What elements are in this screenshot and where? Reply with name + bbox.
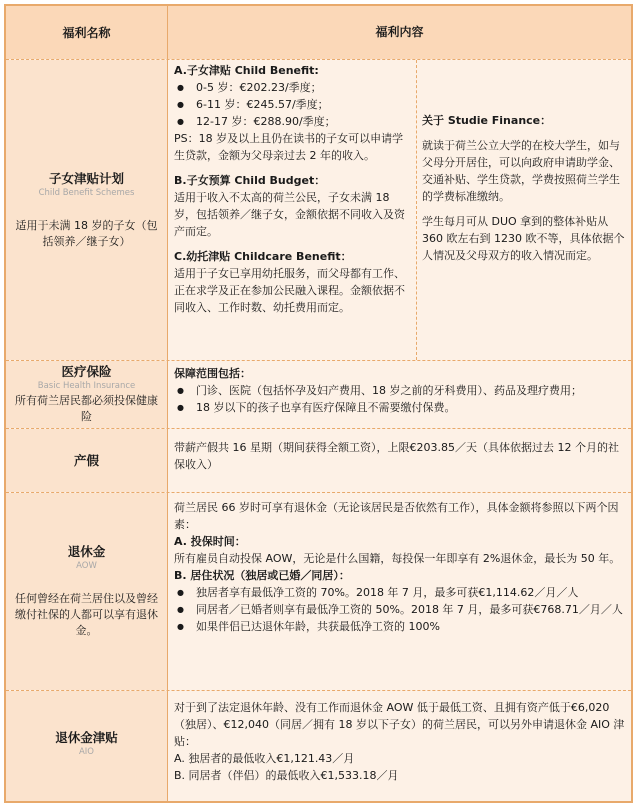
column-divider <box>416 60 417 360</box>
studie-finance-text-1: 就读于荷兰公立大学的在校大学生，如与父母分开居住，可以向政府申请助学金、交通补贴、学生贷款，学费按照荷兰学生的学费标准缴纳。 <box>422 139 620 203</box>
header-benefit-name: 福利名称 <box>6 6 168 59</box>
child-b-text: 适用于收入不太高的荷兰公民，子女未满 18 岁，包括领养／继子女，金额依据不同收入及资产而定。 <box>174 191 405 238</box>
medical-title: 医疗保险 <box>61 364 112 379</box>
aio-b: B. 同居者（伴侣）的最低收入€1,533.18／月 <box>174 769 399 782</box>
pension-a-title: A. 投保时间： <box>174 535 246 548</box>
child-a-item: ● 0-5 岁：€202.23/季度； <box>174 79 412 96</box>
pension-en: AOW <box>76 561 97 571</box>
medical-item: ● 门诊、医院（包括怀孕及妇产费用、18 岁之前的牙科费用）、药品及理疗费用； <box>174 382 625 399</box>
child-b-title: B.子女预算 Child Budget： <box>174 174 326 187</box>
header-benefit-content: 福利内容 <box>168 6 631 59</box>
child-en: Child Benefit Schemes <box>38 187 135 198</box>
medical-item: ● 18 岁以下的孩子也享有医疗保障且不需要缴付保费。 <box>174 399 625 416</box>
child-a-title: A.子女津贴 Child Benefit: <box>174 64 319 77</box>
child-c-title: C.幼托津贴 Childcare Benefit： <box>174 250 352 263</box>
child-c-text: 适用于子女已享用幼托服务，而父母都有工作、正在求学及正在参加公民融入课程。金额依据不同收入、工作时数、幼托费用而定。 <box>174 267 405 314</box>
table-header <box>6 6 631 59</box>
pension-item: ● 独居者享有最低净工资的 70%。2018 年 7 月，最多可获€1,114.62／月／人 <box>174 584 625 601</box>
medical-scope-title: 保障范围包括： <box>174 367 251 380</box>
pension-item: ● 如果伴侣已达退休年龄，共获最低净工资的 100% <box>174 618 625 635</box>
aio-text: 对于到了法定退休年龄、没有工作而退休金 AOW 低于最低工资、且拥有资产低于€6,020（独居）、€12,040（同居／拥有 18 岁以下子女）的荷兰居民，可以另外申请退休金 AIO 津贴： <box>174 701 625 748</box>
benefits-table <box>4 4 633 803</box>
maternity-text: 带薪产假共 16 星期（期间获得全额工资），上限€203.85／天（具体依据过去 12 个月的社保收入） <box>174 441 619 471</box>
studie-finance-title: 关于 Studie Finance： <box>422 114 552 127</box>
pension-title: 退休金 <box>67 544 106 559</box>
pension-intro: 荷兰居民 66 岁时可享有退休金（无论该居民是否依然有工作），具体金额将参照以下两个因素： <box>174 501 619 531</box>
child-a-item: ● 6-11 岁：€245.57/季度； <box>174 96 412 113</box>
studie-finance-text-2: 学生每月可从 DUO 拿到的整体补贴从 360 欧左右到 1230 欧不等，具体依据个人情况及父母双方的收入情况而定。 <box>422 215 625 262</box>
pension-b-title: B. 居住状况（独居或已婚／同居）： <box>174 569 350 582</box>
aio-a: A. 独居者的最低收入€1,121.43／月 <box>174 752 355 765</box>
row-maternity <box>6 428 631 492</box>
row-medical <box>6 360 631 428</box>
row-aio <box>6 690 631 801</box>
row-child-benefit <box>6 59 631 360</box>
medical-desc: 所有荷兰居民都必须投保健康险 <box>15 394 158 423</box>
aio-en: AIO <box>78 746 94 757</box>
pension-a-text: 所有雇员自动投保 AOW，无论是什么国籍，每投保一年即享有 2%退休金，最长为 50 年。 <box>174 552 621 565</box>
row-pension <box>6 492 631 690</box>
child-desc: 适用于未满 18 岁的子女（包括领养／继子女） <box>15 218 158 248</box>
pension-desc: 任何曾经在荷兰居住以及曾经缴付社保的人都可以享有退休金。 <box>15 592 158 637</box>
aio-title: 退休金津贴 <box>55 729 118 745</box>
pension-item: ● 同居者／已婚者则享有最低净工资的 50%。2018 年 7 月，最多可获€768.71／月／人 <box>174 601 625 618</box>
maternity-title: 产假 <box>73 452 99 468</box>
child-a-ps: PS：18 岁及以上且仍在读书的子女可以申请学生贷款，金额为父母亲过去 2 年的收入。 <box>174 132 404 162</box>
child-title: 子女津贴计划 <box>48 170 124 186</box>
medical-en: Basic Health Insurance <box>37 381 136 391</box>
child-a-item: ● 12-17 岁：€288.90/季度； <box>174 113 412 130</box>
